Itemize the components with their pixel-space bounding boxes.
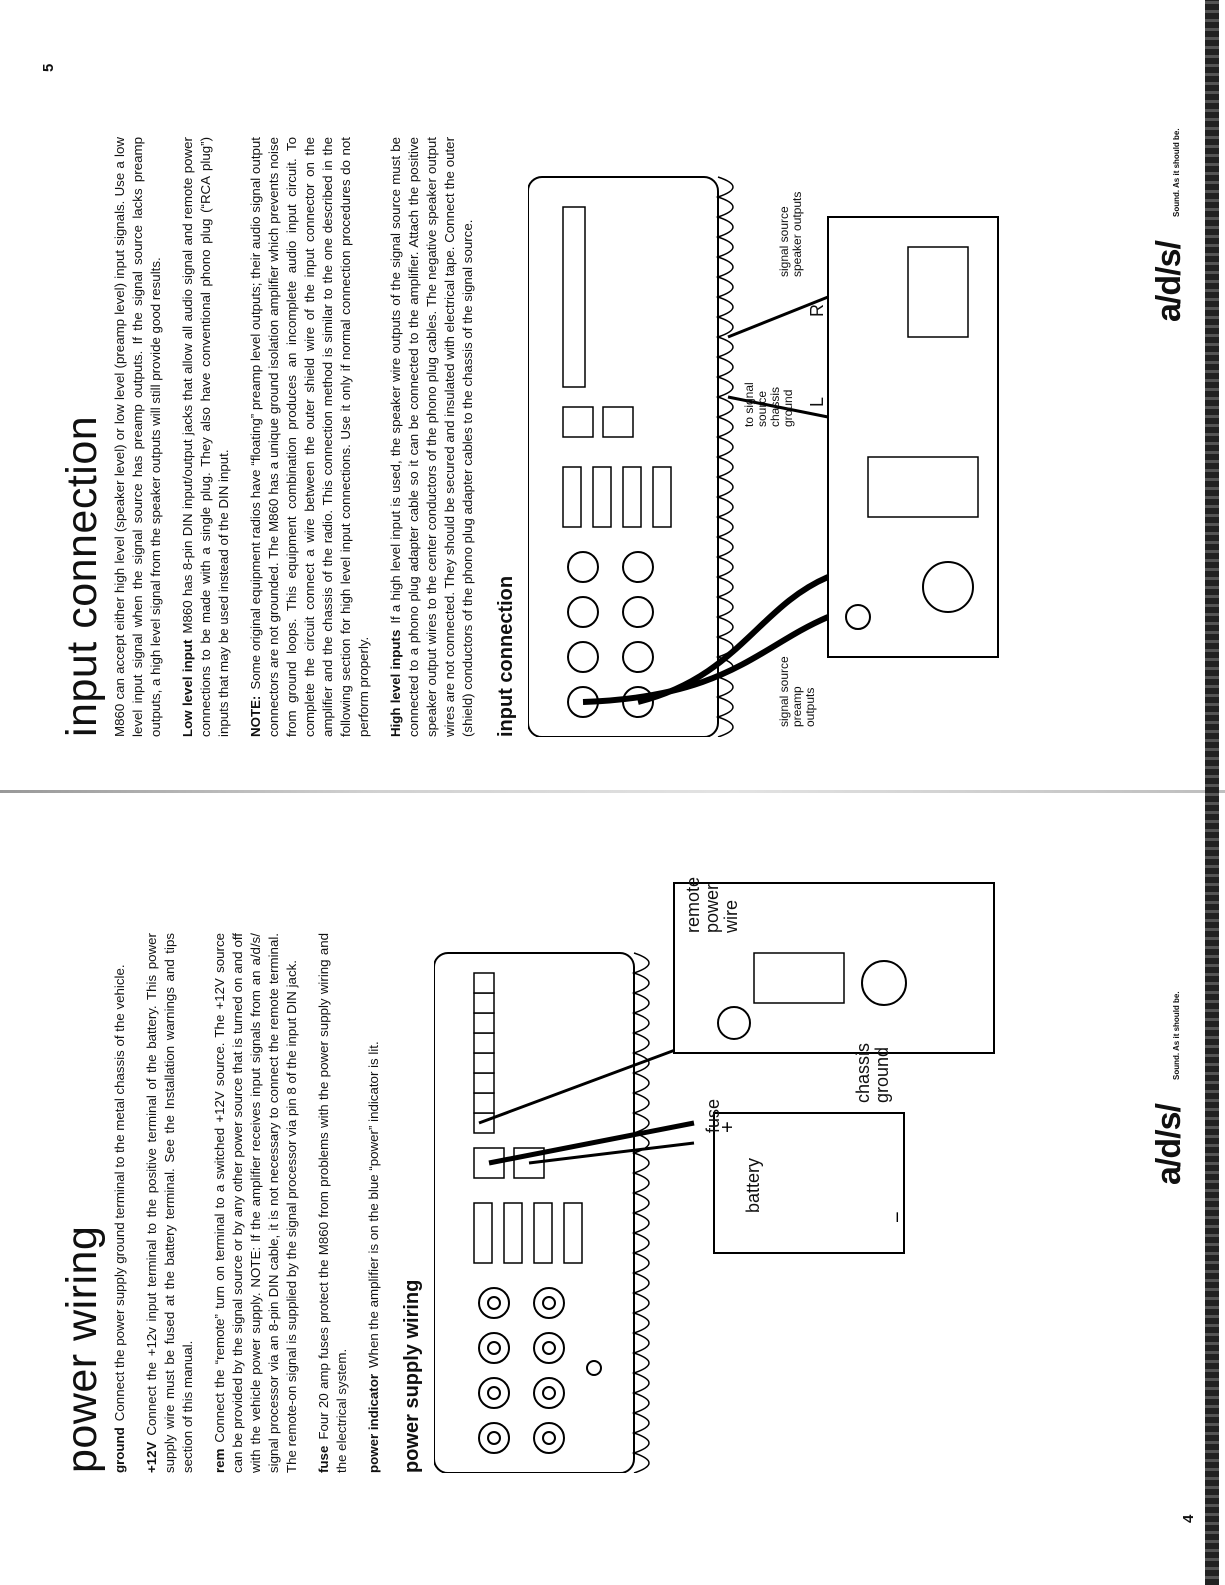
right-text-column — [58, 137, 1088, 737]
page-power-wiring — [0, 793, 1225, 1585]
paragraph-12v: +12VConnect the +12v input terminal to the positive terminal of the battery. This power supply wire must be fused at the battery terminal. See the Installation warnings and tips section of this manual. — [144, 933, 195, 1473]
paragraph-fuse: fuseFour 20 amp fuses protect the M860 from problems with the power supply wiring and the electrical system. — [316, 933, 349, 1473]
label-chassis-ground: to signal source chassis ground — [742, 382, 795, 427]
battery-minus: − — [887, 1211, 909, 1223]
label-preamp-outputs: signal source preamp outputs — [777, 656, 817, 727]
page-number: 5 — [40, 63, 57, 72]
scan-edge-bottom — [1205, 0, 1219, 1585]
tagline: Sound. As it should be. — [1172, 991, 1181, 1080]
left-text-column — [58, 876, 994, 1473]
label-right: R — [807, 304, 827, 317]
paragraph-power-indicator: power indicatorWhen the amplifier is on the blue “power” indicator is lit. — [366, 1041, 381, 1473]
power-supply-wiring-diagram — [434, 873, 994, 1473]
paragraph-ground: groundConnect the power supply ground terminal to the metal chassis of the vehicle. — [112, 964, 127, 1473]
label-battery: battery — [743, 1157, 763, 1213]
brand-logo: a/d/s/ — [1150, 1104, 1188, 1185]
battery-plus: + — [717, 1121, 739, 1133]
amplifier-drawing — [434, 873, 1014, 1473]
label-fuse: fuse — [703, 1098, 723, 1133]
diagram-title: input connection — [495, 575, 517, 737]
label-speaker-outputs: signal source speaker outputs — [777, 191, 804, 277]
input-connection-drawing — [528, 137, 1008, 737]
paragraph-intro: M860 can accept either high level (speaker level) or low level (preamp level) input signals. Use a low level input signal when the signal source has preamp outputs. If the signal source lacks preamp outputs, a high level signal from the speaker outputs will still provide good results. — [112, 137, 163, 737]
page-title: power wiring — [58, 1225, 106, 1473]
label-chassis-ground: chassis ground — [853, 1042, 892, 1103]
paragraph-note: NOTE:Some original equipment radios have “floating” preamp level outputs; their audio signal output connectors are not grounded. The M860 has a unique ground isolation amplifier which prevents noise from ground loops. This equipment combination produces an incomplete audio input circuit. To complete the circuit connect a wire between the outer shield wire of the input connector on the amplifier and the chassis of the radio. This connection method is similar to the one described in the following section for high level input connections. Use it only if normal connection procedures do not perform properly. — [248, 137, 371, 737]
paragraph-rem: remConnect the “remote” turn on terminal to a switched +12V source. The +12V source can be provided by the signal source or by any other power source that is turned on and off with the vehicle power supply. NOTE: If the amplifier receives input signals from an a/d/s/ signal processor via an 8-pin DIN cable, it is not necessary to connect the remote terminal. The remote-on signal is supplied by the signal processor via pin 8 of the input DIN jack. — [212, 933, 299, 1473]
heat-sink-fins — [634, 953, 649, 1473]
page-input-connection — [0, 0, 1225, 792]
brand-logo: a/d/s/ — [1150, 241, 1188, 322]
label-remote-power-wire: remote power wire — [683, 876, 741, 933]
page-title: input connection — [58, 415, 106, 737]
input-connection-diagram — [528, 137, 1088, 737]
tagline: Sound. As it should be. — [1172, 128, 1181, 217]
label-left: L — [807, 396, 827, 407]
diagram-title: power supply wiring — [401, 1279, 423, 1473]
paragraph-low-level: Low level inputM860 has 8-pin DIN input/output jacks that allow all audio signal and remote power connections to be made with a single plug. They also have conventional phono plug (“RCA plug”) inputs that may be used instead of the DIN input. — [180, 137, 231, 737]
paragraph-high-level: High level inputsIf a high level input is used, the speaker wire outputs of the signal source must be connected to a phono plug adapter cable so it can be connected to the amplifier. Attach the positive speaker output wires to the center conductors of the phono plug cables. The negative speaker output wires are not connected. They should be secured and insulated with electrical tape. Connect the outer (shield) conductors of the phono plug adapter cables to the chassis of the signal source. — [388, 136, 475, 737]
page-number: 4 — [1180, 1514, 1197, 1523]
